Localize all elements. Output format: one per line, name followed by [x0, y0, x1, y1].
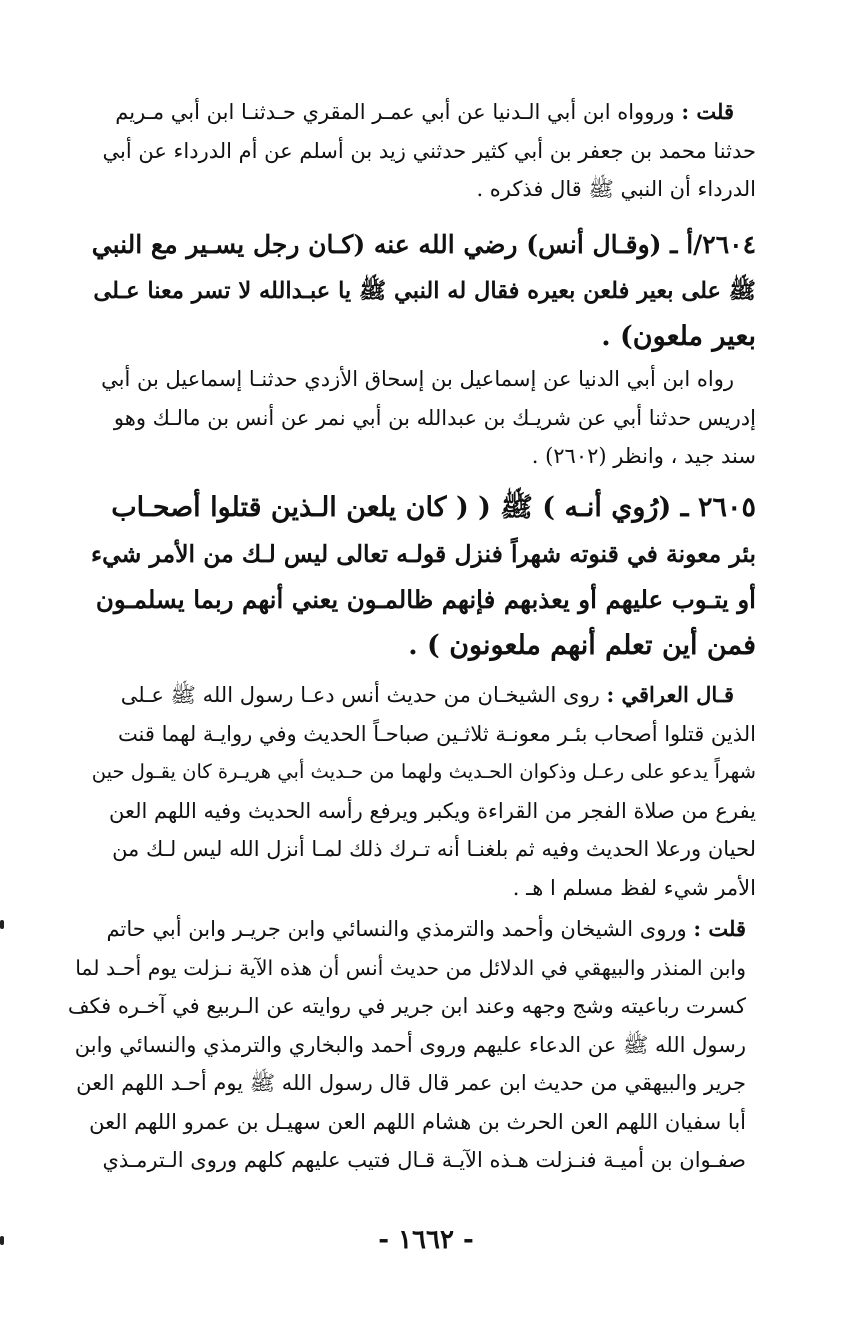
note-line: شهراً يدعو على رعـل وذكوان الحـديث ولهما من حـديث أبي هريـرة كان يقـول حين: [91, 760, 756, 783]
hadith-2604: [91, 222, 756, 360]
scan-mark: [0, 1236, 4, 1245]
hadith-line: بئر معونة في قنوته شهراً فنزل قولـه تعالى ليس لـك من الأمر شيء: [91, 540, 756, 568]
note-line: لحيان ورعلا الحديث وفيه ثم بلغنـا أنه تـرك ذلك لمـا أنزل الله ليس لـك من: [112, 837, 756, 861]
note-paragraph-1: [91, 93, 756, 209]
scan-mark: [0, 920, 4, 929]
note-line: كسرت رباعيته وشج وجهه وعند ابن جرير في روايته عن الـربيع في آخـره فكف: [67, 994, 746, 1018]
note-paragraph-2: [91, 360, 756, 476]
note-line: يفرع من صلاة الفجر من القراءة ويكبر ويرفع رأسه الحديث وفيه اللهم العن: [108, 798, 756, 823]
hadith-line: ﷺ على بعير فلعن بعيره فقال له النبي ﷺ يا عبـدالله لا تسر معنا عـلى: [93, 278, 756, 304]
note-line: الأمر شيء لفظ مسلم ا هـ .: [512, 875, 756, 900]
note-line: وروى الشيخان وأحمد والترمذي والنسائي وابن جريـر وابن أبي حاتم: [106, 917, 687, 941]
note-line: حدثنا محمد بن جعفر بن أبي كثير حدثني زيد بن أسلم عن أم الدرداء عن أبي: [102, 138, 756, 163]
note-line: رسول الله ﷺ عن الدعاء عليهم وروى أحمد والبخاري والترمذي والنسائي وابن: [74, 1032, 746, 1057]
note-label: قـال العراقي :: [606, 682, 734, 707]
note-line: إدريس حدثنا أبي عن شريـك بن عبدالله بن أبي نمر عن أنس بن مالـك وهو: [113, 405, 756, 430]
hadith-line: أو يتـوب عليهم أو يعذبهم فإنهم ظالمـون يعني أنهم ربما يسلمـون: [95, 585, 756, 614]
hadith-2605: [91, 485, 756, 669]
note-line: رواه ابن أبي الدنيا عن إسماعيل بن إسحاق الأزدي حدثنـا إسماعيل بن أبي: [101, 367, 734, 391]
note-line: روى الشيخـان من حديث أنس دعـا رسول الله ﷺ عـلى: [120, 683, 600, 707]
note-paragraph-3: [91, 676, 756, 907]
note-line: سند جيد ، وانظر (٢٦٠٢) .: [531, 444, 756, 468]
note-line: وابن المنذر والبيهقي في الدلائل من حديث أنس أن هذه الآية نـزلت يوم أحـد لما: [75, 955, 746, 980]
note-paragraph-4: [66, 910, 746, 1180]
hadith-line: بعير ملعون) .: [601, 321, 756, 352]
note-line: صفـوان بن أميـة فنـزلت هـذه الآيـة قـال فتيب عليهم كلهم وروى الـترمـذي: [102, 1148, 746, 1172]
hadith-line: فمن أين تعلم أنهم ملعونون ) .: [408, 630, 756, 661]
note-line: الذين قتلوا أصحاب بئـر معونـة ثلاثـين صباحـاً الحديث وفي روايـة لهما قنت: [117, 721, 756, 746]
note-line: وروواه ابن أبي الـدنيا عن أبي عمـر المقري حـدثنـا ابن أبي مـريم: [115, 100, 675, 124]
note-label: قلت :: [693, 916, 746, 941]
note-line: أبا سفيان اللهم العن الحرث بن هشام اللهم العن سهيـل بن عمرو اللهم العن: [89, 1109, 746, 1134]
page-number: - ١٦٦٢ -: [378, 1225, 474, 1255]
note-label: قلت :: [681, 99, 734, 124]
note-line: جرير والبيهقي من حديث ابن عمر قال قال رسول الله ﷺ يوم أحـد اللهم العن: [76, 1071, 746, 1095]
hadith-line: ٢٦٠٥ ـ (رُوي أنـه ) ﷺ ( ( كان يلعن الـذين قتلوا أصحـاب: [111, 492, 756, 523]
note-line: الدرداء أن النبي ﷺ قال فذكره .: [476, 177, 756, 201]
hadith-line: ٢٦٠٤/أ ـ (وقـال أنس) رضي الله عنه (كـان رجل يسـير مع النبي: [91, 230, 756, 259]
